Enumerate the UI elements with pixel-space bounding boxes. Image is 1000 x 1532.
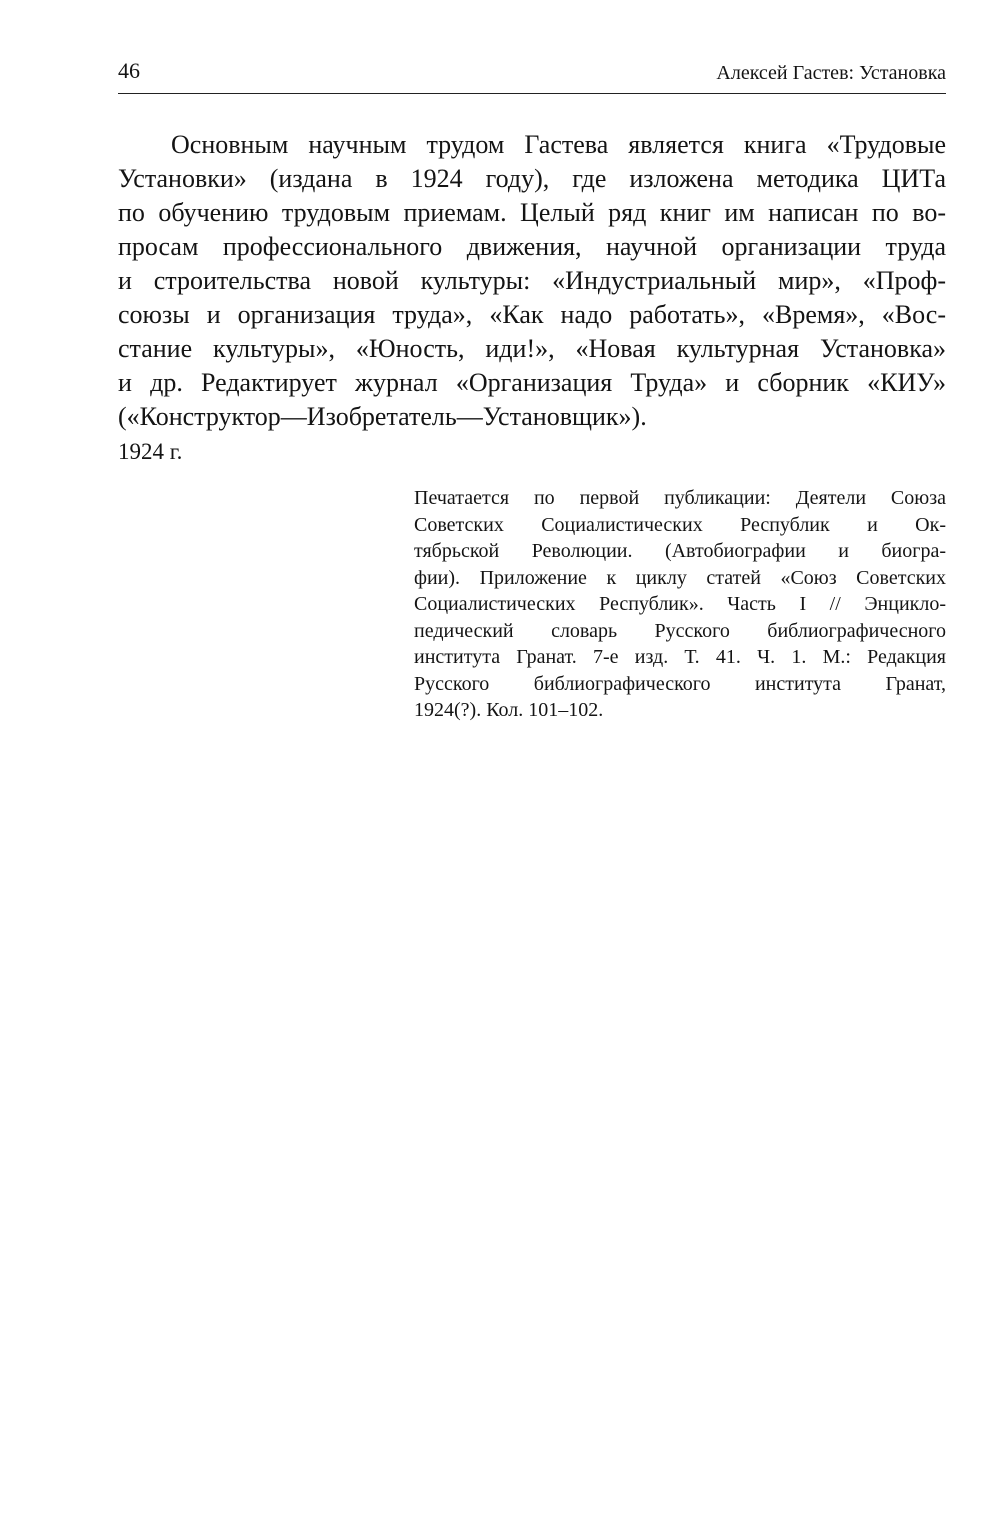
paragraph-line: («Конструктор—Изобретатель—Установщик»). [118, 402, 647, 431]
paragraph-line: Основным научным трудом Гастева является книга «Трудовые [171, 130, 946, 159]
source-note-line: тябрьской Революции. (Автобиографии и биогра- [414, 540, 946, 562]
source-note-line: Советских Социалистических Республик и Ок- [414, 513, 946, 536]
source-note-line: Социалистических Республик». Часть I // Энцикло- [414, 593, 946, 615]
source-note-line: фии). Приложение к циклу статей «Союз Советских [414, 566, 946, 589]
paragraph-line: Установки» (издана в 1924 году), где изложена методика ЦИТа [118, 164, 946, 193]
source-note [414, 485, 946, 724]
source-note-line: Печатается по первой публикации: Деятели Союза [414, 487, 946, 509]
paragraph-line: просам профессионального движения, научной организации труда [118, 232, 946, 261]
page-number: 46 [118, 58, 140, 83]
paragraph-line: союзы и организация труда», «Как надо работать», «Время», «Вос- [118, 300, 946, 329]
source-note-line: педический словарь Русского библиографичесного [414, 619, 946, 642]
source-note-line: института Гранат. 7-е изд. Т. 41. Ч. 1. М.: Редакция [414, 646, 946, 668]
source-note-line: Русского библиографического института Гранат, [414, 672, 946, 695]
paragraph-line: по обучению трудовым приемам. Целый ряд книг им написан по во- [118, 198, 946, 227]
main-paragraph [118, 128, 946, 434]
date-line: 1924 г. [118, 439, 183, 464]
paragraph-line: и др. Редактирует журнал «Организация Труда» и сборник «КИУ» [118, 368, 946, 397]
paragraph-line: стание культуры», «Юность, иди!», «Новая культурная Установка» [118, 334, 946, 363]
source-note-line: 1924(?). Кол. 101–102. [414, 699, 604, 721]
running-head: Алексей Гастев: Установка [716, 62, 946, 84]
paragraph-line: и строительства новой культуры: «Индустриальный мир», «Проф- [118, 266, 946, 295]
header-rule [118, 93, 946, 94]
